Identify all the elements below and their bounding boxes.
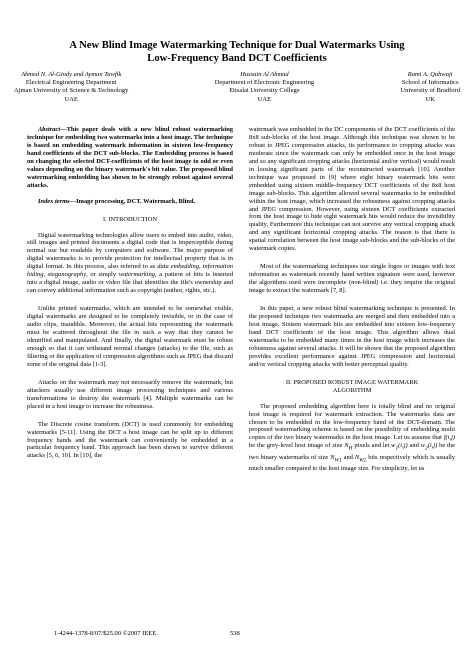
emphasis-text: data embedding, information hiding, steganography — [27, 263, 234, 279]
author-block — [14, 71, 460, 104]
footer-copyright: 1-4244-1378-8/07/$25.00 ©2007 IEEE. — [54, 630, 158, 637]
section-heading-introduction: I. INTRODUCTION — [103, 215, 157, 223]
title-line-2: Low-Frequency Band DCT Coefficients — [147, 52, 327, 64]
paragraph-text: pixels and let — [352, 442, 392, 450]
author-department: School of Informatics — [401, 79, 459, 87]
math-symbol: N — [354, 453, 360, 461]
author-2 — [215, 71, 314, 104]
author-name: Ahmed N. Al-Gindy and Ayman Tawfik — [21, 71, 122, 78]
intro-paragraph-1 — [27, 232, 233, 296]
abstract — [27, 126, 233, 190]
math-symbol: w — [391, 442, 396, 450]
author-institution: Ajman University of Science & Technology — [14, 87, 129, 95]
intro-paragraph-4: The Discrete cosine transform (DCT) is used commonly for embedding watermarks [5-11]. Using the DCT a host image can be split up to different frequency bands and the watermark can conveniently be embedded in a particular frequency band. This approach has been shown to survive different attacks [5, 6, 10]. In [10], the — [27, 420, 233, 460]
paragraph-text: bits respectively which is usually much smaller compared to the host image size. For simplicity, let us — [249, 453, 455, 472]
math-subscript: 2 — [425, 445, 428, 452]
paragraph-text: Digital watermarking technologies allow users to embed into audio, video, still images and printed documents a digital code that is imperceptible during normal use but readable by computers and software. The major purpose of digital watermarks is to provide protection for intellectual property that is in digital format. In this process, also referred to as — [27, 231, 233, 271]
paragraph-text: The proposed embedding algorithm here is totally blind and no original host image is required for watermark extraction. The watermarks data are chosen to be embedded in the low-frequency band of the DCT-domain. The proposed watermarking scheme is based on the possibility of embedding multi copies of the two binary watermarks in the host image. Let us assume that — [249, 402, 455, 442]
paragraph-text: be the grey-level host image of size — [249, 442, 345, 450]
intro-paragraph-7: In this paper, a new robust blind watermarking technique is presented. In the proposed technique two watermarks are merged and then embedded into a host image. Sixteen watermark bits are embedded into sixteen low-frequency band DCT coefficients of the host image. This algorithm allows dual watermarks to be embedded many times in the host image which increases the robustness against several attacks. It will be shown that the proposed algorithm provides excellent performance against JPEG compression and horizontal and/or vertical cropping attacks with better perceptual quality. — [249, 305, 455, 368]
paper-title — [20, 40, 454, 65]
author-country: UAE — [64, 95, 78, 103]
author-name: Hussain Al Ahmad — [240, 71, 289, 78]
title-line-1: A New Blind Image Watermarking Technique for Dual Watermarks Using — [69, 40, 405, 51]
math-symbol: (i,j) — [398, 442, 408, 450]
intro-paragraph-2: Unlike printed watermarks, which are intended to be somewhat visible, digital watermarks are designed to be completely invisible, or in the case of audio clips, inaudible. Moreover, the actual bits representing the watermark must be scattered throughout the file in such a way that they cannot be identified and manipulated. And finally, the digital watermark must be robust enough so that it can withstand normal changes (attacks) to the file, such as filtering or the application of compression algorithms such as JPEG that discard some of the original data [1-3]. — [27, 305, 233, 368]
intro-paragraph-5: watermark was embedded in the DC components of the DCT coefficients of the 8x8 sub-blocks of the host image. Although this technique was shown to be robust to JPEG compression attacks, its performance to cropping attacks was moderate since the watermark can only be embedded once in the host image and so any significant cropping attacks (horizontal and/or vertical) would result in loosing significant parts of the reconstructed watermark [10]. Another technique was proposed in [9] where eight binary watermark bits were embedded using sixteen middle-frequency DCT coefficients of the 8x8 host image sub-blocks. This algorithm allowed several watermarks to be embedded within the host image, which increased the robustness against cropping attacks and JPEG compression. However, using sixteen DCT coefficients extracted from the host image to hide eight watermark bits would reduce the invisibility quality, Furthermore this technique can not survive any vertical cropping attack and any significant horizontal cropping attacks. The reason is that there is spatial correlation between the host image sub-blocks and the sub-blocks of the watermark copies. — [249, 126, 455, 253]
abstract-label: Abstract — [38, 126, 61, 133]
index-terms — [27, 198, 233, 206]
author-department: Electrical Engineering Department — [25, 79, 117, 87]
author-country: UK — [425, 95, 435, 103]
index-terms-label: Index terms — [38, 197, 70, 205]
math-symbol: N — [330, 453, 335, 461]
author-institution: Etisalat University College — [229, 87, 300, 95]
page-number: 538 — [230, 630, 240, 637]
math-subscript: H — [348, 445, 353, 452]
math-symbol: f(i,j) — [443, 434, 455, 442]
algorithm-paragraph-1 — [249, 403, 455, 473]
section-heading-proposed-algorithm — [249, 379, 455, 395]
math-symbol: N — [344, 442, 349, 450]
author-institution: University of Bradford — [400, 87, 460, 95]
author-1 — [14, 71, 128, 104]
author-name: Rami A. Qahwaji — [407, 71, 453, 78]
abstract-text: —This paper deals with a new blind robust watermarking technique for embedding two watermarks into a host image. The technique is based on embedding watermark information in sixteen low-frequency band coefficients of the DCT sub-blocks. The Embedding process is based on changing the selected DCT-coefficients of the host image to odd or even values depending on the binary watermark's bit value. The proposed blind watermarking embedding has shown to be strongly robust against several attacks. — [27, 126, 233, 189]
section-heading-line-1: II. PROPOSED ROBUST IMAGE WATERMARK — [285, 378, 419, 386]
author-3 — [400, 71, 460, 104]
section-heading-line-2: ALGORITHM — [332, 386, 372, 394]
author-country: UAE — [257, 95, 272, 103]
paragraph-text: and — [407, 442, 421, 450]
index-terms-text: —Image processing, DCT, Watermark, Blind. — [69, 197, 196, 205]
math-subscript: W2 — [359, 456, 367, 463]
intro-paragraph-6: Most of the watermarking techniques use single logos or images with text information as watermark recently hand written signature were used, however the algorithms used were incomplete (non-blind) i.e. they require the original image to extract the watermark [7, 8]. — [249, 263, 455, 295]
left-column — [27, 126, 233, 460]
intro-paragraph-3: Attacks on the watermark may not necessarily remove the watermark, but attackers usually use different image processing techniques and various transformations to destroy the watermark [4]. Multiple watermarks can be placed in a host image to increase the robustness. — [27, 378, 233, 410]
paragraph-text: be the two binary watermarks of size — [249, 442, 455, 461]
math-subscript: W1 — [334, 456, 342, 463]
math-symbol: (i,j) — [427, 442, 438, 450]
math-symbol: w — [420, 442, 426, 450]
emphasis-text: watermarking — [118, 271, 155, 279]
math-subscript: 1 — [395, 445, 399, 452]
paragraph-text: , or simply — [86, 271, 119, 279]
author-department: Department of Electronic Engineering — [214, 79, 315, 87]
paragraph-text: , a pattern of bits is inserted into a digital image, audio or video file that identifies the file's ownership and can convey additional information such as copyright (author, rights, etc.). — [27, 271, 233, 295]
right-column — [249, 126, 455, 473]
paragraph-text: and — [341, 453, 355, 461]
